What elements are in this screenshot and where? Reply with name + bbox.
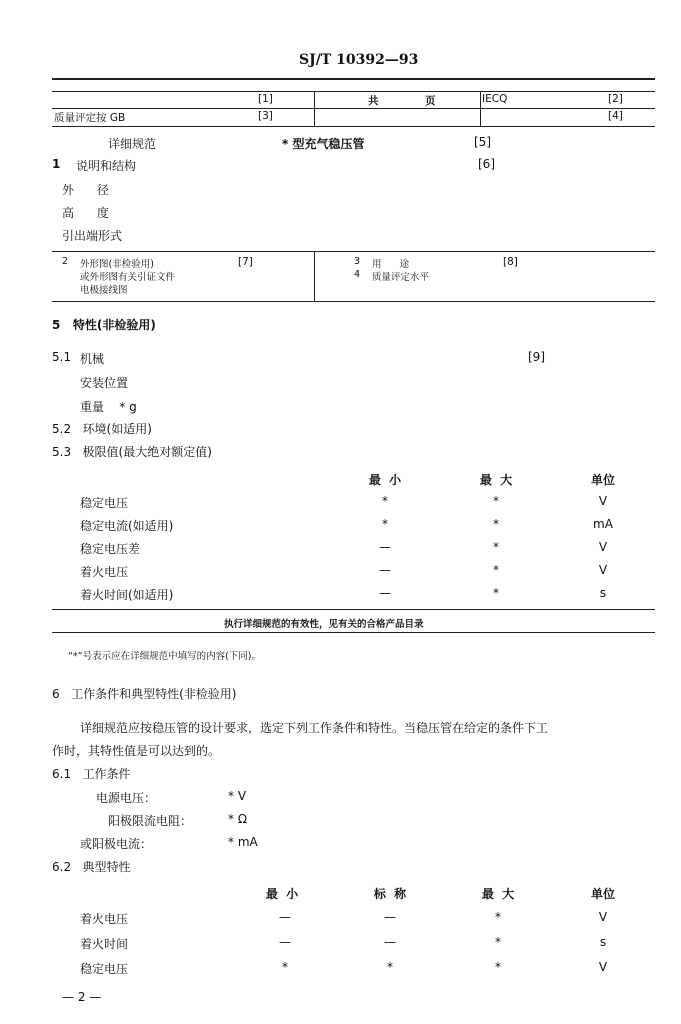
box-line — [52, 126, 655, 127]
section-6-paragraph-line2: 作时，其特性值是可以达到的。 — [52, 744, 221, 758]
quality-assessment-label: 质量评定按 GB — [54, 112, 126, 124]
param-unit: V — [598, 960, 608, 974]
param-min: — — [379, 540, 391, 554]
section-6-2: 6.2 典型特性 — [52, 860, 131, 874]
lead-form-label: 引出端形式 — [62, 229, 123, 243]
box3-number: 3 — [354, 256, 361, 267]
total-label: 共 — [368, 95, 379, 107]
ref-1: [1] — [258, 93, 273, 105]
param-nominal: — — [384, 910, 396, 924]
section-5-2: 5.2 环境(如适用) — [52, 422, 152, 436]
param-max: * — [495, 910, 501, 924]
electrode-wiring-label: 电极接线图 — [80, 285, 128, 296]
ref-8: [8] — [503, 256, 518, 268]
section-6-title: 6 工作条件和典型特性(非检验用) — [52, 687, 237, 701]
param-min: — — [379, 586, 391, 600]
anode-current-value: * mA — [228, 835, 258, 849]
param-max: * — [493, 494, 499, 508]
box-line — [52, 251, 655, 252]
outline-drawing-label: 外形图(非检验用) — [80, 259, 154, 270]
col-nominal-header: 标 称 — [373, 887, 407, 901]
ref-6: [6] — [478, 157, 495, 171]
param-min: — — [279, 910, 291, 924]
param-min: * — [382, 494, 388, 508]
col-unit-header: 单位 — [590, 887, 615, 901]
box-divider — [480, 91, 481, 126]
anode-current-label: 或阳极电流： — [80, 837, 153, 851]
box2-number: 2 — [62, 256, 69, 267]
param-unit: V — [598, 540, 608, 554]
section-1-title: 说明和结构 — [76, 159, 137, 173]
box-divider — [314, 91, 315, 126]
anode-resistor-value: * Ω — [228, 812, 247, 826]
ref-5: [5] — [474, 135, 491, 149]
page-label: 页 — [425, 95, 436, 107]
param-name: 着火时间 — [80, 937, 129, 951]
supply-voltage-value: * V — [228, 789, 247, 803]
tube-type-label: * 型充气稳压管 — [282, 137, 365, 151]
param-name: 稳定电压 — [80, 962, 129, 976]
section-5-1-number: 5.1 — [52, 350, 72, 364]
box-divider — [314, 251, 315, 301]
outer-diameter-label: 外 径 — [62, 183, 109, 197]
validity-note: 执行详细规范的有效性，见有关的合格产品目录 — [224, 619, 424, 630]
ref-9: [9] — [528, 350, 545, 364]
application-label: 用 途 — [372, 259, 410, 270]
param-max: * — [495, 935, 501, 949]
document-code: SJ/T 10392—93 — [299, 52, 419, 68]
param-name: 着火时间(如适用) — [80, 588, 174, 602]
param-unit: s — [599, 935, 607, 949]
param-name: 稳定电压 — [80, 496, 129, 510]
col-min-header: 最 小 — [368, 473, 402, 487]
ref-2: [2] — [608, 93, 623, 105]
anode-resistor-label: 阳极限流电阻： — [108, 814, 193, 828]
param-max: * — [493, 517, 499, 531]
param-name: 稳定电流(如适用) — [80, 519, 174, 533]
param-unit: s — [599, 586, 607, 600]
param-min: — — [279, 935, 291, 949]
ref-7: [7] — [238, 256, 253, 268]
param-max: * — [493, 586, 499, 600]
box-line — [52, 91, 655, 92]
param-max: * — [495, 960, 501, 974]
supply-voltage-label: 电源电压： — [96, 791, 157, 805]
col-max-header: 最 大 — [479, 473, 513, 487]
section-5-1-title: 机械 — [80, 352, 105, 366]
param-min: — — [379, 563, 391, 577]
param-unit: mA — [593, 517, 613, 531]
col-unit-header: 单位 — [590, 473, 615, 487]
section-6-paragraph-line1: 详细规范应按稳压管的设计要求，选定下列工作条件和特性。当稳压管在给定的条件下工 — [80, 721, 549, 735]
param-name: 着火电压 — [80, 912, 129, 926]
outline-reference-label: 或外形图有关引证文件 — [80, 272, 176, 283]
param-unit: V — [598, 494, 608, 508]
section-5-3: 5.3 极限值(最大绝对额定值) — [52, 445, 212, 459]
param-min: * — [282, 960, 288, 974]
detail-spec-label: 详细规范 — [108, 137, 157, 151]
height-label: 高 度 — [62, 206, 109, 220]
iecq-label: IECQ — [482, 93, 508, 105]
param-name: 稳定电压差 — [80, 542, 141, 556]
weight-label: 重量 * g — [80, 400, 137, 414]
box-line — [52, 301, 655, 302]
ref-4: [4] — [608, 110, 623, 122]
mounting-position-label: 安装位置 — [80, 376, 129, 390]
param-max: * — [493, 563, 499, 577]
ref-3: [3] — [258, 110, 273, 122]
validity-top-rule — [52, 609, 655, 610]
param-name: 着火电压 — [80, 565, 129, 579]
validity-bottom-rule — [52, 632, 655, 633]
col-min-header: 最 小 — [265, 887, 299, 901]
box4-number: 4 — [354, 269, 361, 280]
section-5-title: 5 特性(非检验用) — [52, 318, 156, 332]
col-max-header: 最 大 — [481, 887, 515, 901]
section-1-number: 1 — [52, 157, 61, 171]
asterisk-footnote: “*”号表示应在详细规范中填写的内容(下同)。 — [68, 651, 262, 662]
header-rule — [52, 78, 655, 80]
param-max: * — [493, 540, 499, 554]
section-6-1: 6.1 工作条件 — [52, 767, 131, 781]
param-nominal: * — [387, 960, 393, 974]
param-nominal: — — [384, 935, 396, 949]
box-line — [52, 108, 655, 109]
param-unit: V — [598, 910, 608, 924]
quality-level-label: 质量评定水平 — [372, 272, 430, 283]
param-min: * — [382, 517, 388, 531]
param-unit: V — [598, 563, 608, 577]
page-number: — 2 — — [62, 990, 102, 1004]
